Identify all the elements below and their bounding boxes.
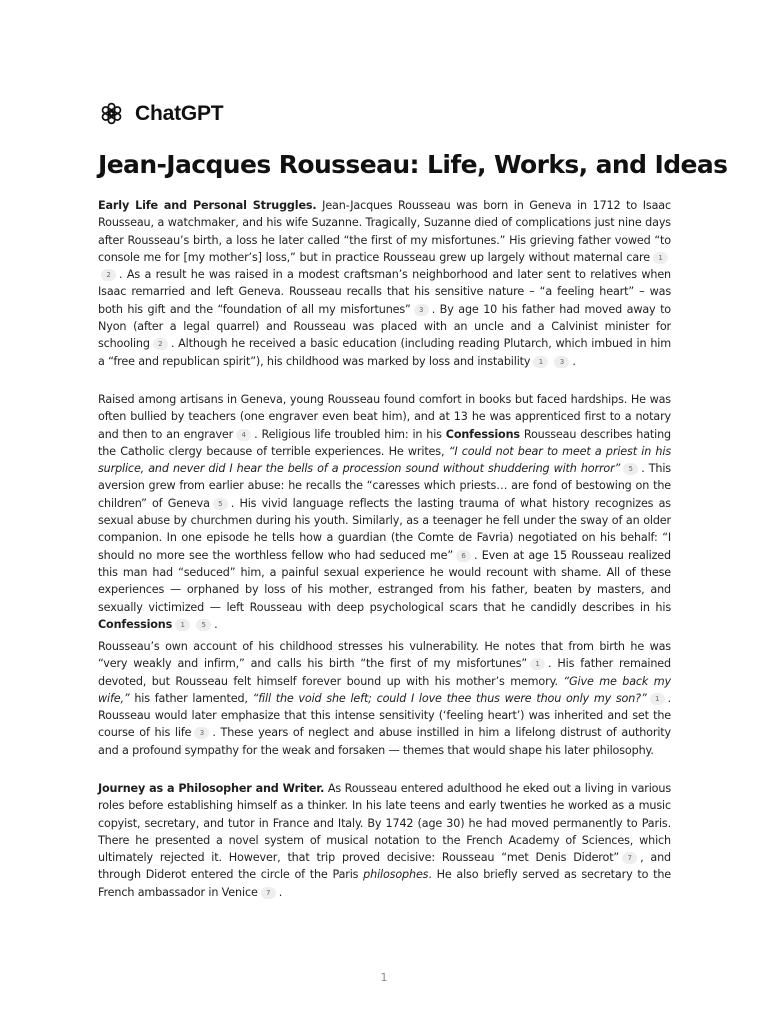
citation-badge[interactable]: 7: [261, 887, 276, 899]
bold-text: Confessions: [98, 617, 173, 631]
paragraph-early-life: [98, 197, 671, 370]
citation-badge[interactable]: 5: [623, 463, 638, 475]
citation-badge[interactable]: 3: [194, 727, 209, 739]
body-text: . His father remained devoted, but Rousseau felt himself forever bound up with his mother’s memory.: [98, 657, 671, 688]
paragraph-philosopher: [98, 780, 671, 901]
citation-badge[interactable]: 2: [101, 269, 116, 281]
body-text: . Rousseau would later emphasize that this intense sensitivity (‘feeling heart’) was inherited and set the course of his life: [98, 691, 671, 740]
paragraph-childhood-account: [98, 638, 671, 759]
body-text: .: [214, 617, 218, 631]
body-text: . Although he received a basic education (including reading Plutarch, which imbued in him a “free and republican spirit”), his childhood was marked by loss and instability: [98, 337, 671, 368]
body-text: Rousseau’s own account of his childhood stresses his vulnerability. He notes that from birth he was “very weakly and infirm,” and calls his birth “the first of my misfortunes”: [98, 640, 671, 671]
body-text: . Even at age 15 Rousseau realized this man had “seduced” him, a painful sexual experience he would recount with shame. All of these experiences — orphaned by loss of his mother, estranged from his father, beaten by masters, and sexually victimized — left Rousseau with deep psychological scars that he candidly describes in his: [98, 548, 671, 614]
bold-text: Journey as a Philosopher and Writer.: [98, 782, 325, 795]
citation-badge[interactable]: 7: [622, 852, 637, 864]
citation-badge[interactable]: 5: [213, 498, 228, 510]
brand-name: ChatGPT: [135, 101, 224, 125]
body-text: . As a result he was raised in a modest craftsman’s neighborhood and later sent to relatives when Isaac remarried and left Geneva. Rousseau recalls that his sensitive nature – “a feeling heart” – was both his gift and the “foundation of all my misfortunes”: [98, 268, 671, 316]
body-text: Raised among artisans in Geneva, young Rousseau found comfort in books but faced hardships. He was often bullied by teachers (one engraver even beat him), and at 13 he was apprenticed first to a notary and then to an engraver: [98, 393, 671, 441]
body-text: Rousseau describes hating the Catholic clergy because of terrible experiences. He writes,: [98, 427, 672, 458]
italic-text: “fill the void she left; could I love thee thus were thou only my son?”: [252, 691, 647, 705]
document-title: Jean-Jacques Rousseau: Life, Works, and Ideas: [98, 150, 728, 179]
citation-badge[interactable]: 1: [175, 619, 190, 631]
body-text: . Religious life troubled him: in his: [254, 427, 446, 441]
body-text: his father lamented,: [129, 691, 253, 705]
citation-badge[interactable]: 1: [530, 658, 545, 670]
italic-text: “Give me back my wife,”: [98, 674, 671, 705]
citation-badge[interactable]: 1: [533, 356, 548, 368]
body-text: . He also briefly served as secretary to the French ambassador in Venice: [98, 868, 671, 899]
citation-badge[interactable]: 1: [653, 252, 668, 264]
body-text: Jean-Jacques Rousseau was born in Geneva in 1712 to Isaac Rousseau, a watchmaker, and his wife Suzanne. Tragically, Suzanne died of complications just nine days after Rousseau’s birth, a loss he later called “the first of my misfortunes.” His grieving father vowed “to console me for [my mother’s] loss,” but in practice Rousseau grew up largely without maternal care: [98, 199, 671, 264]
body-text: . His vivid language reflects the lasting trauma of what history recognizes as sexual abuse by churchmen during his youth. Similarly, as a teenager he fell under the sway of an older companion. In one episode he tells how a guardian (the Comte de Favria) negotiated on his behalf: “I should no more see the worthless fellow who had seduced me”: [98, 496, 671, 562]
citation-badge[interactable]: 5: [196, 619, 211, 631]
citation-badge[interactable]: 3: [554, 356, 569, 368]
paragraph-artisans: [98, 391, 671, 633]
citation-badge[interactable]: 6: [456, 550, 471, 562]
body-text: , and through Diderot entered the circle of the Paris: [98, 851, 671, 882]
body-text: . This aversion grew from earlier abuse: he recalls the “caresses which priests… are fond of bestowing on the children” of Geneva: [98, 462, 671, 510]
brand-header: [98, 100, 223, 127]
citation-badge[interactable]: 3: [414, 304, 429, 316]
citation-badge[interactable]: 1: [650, 693, 665, 705]
italic-text: philosophes: [363, 868, 429, 882]
body-text: .: [278, 885, 283, 899]
bold-text: Confessions: [445, 427, 520, 441]
body-text: . By age 10 his father had moved away to Nyon (after a legal quarrel) and Rousseau was placed with an uncle and a Calvinist minister for schooling: [98, 302, 672, 351]
body-text: .: [572, 354, 576, 368]
page-number: 1: [380, 971, 388, 984]
body-text: As Rousseau entered adulthood he eked out a living in various roles before establishing himself as a thinker. In his late teens and early twenties he worked as a music copyist, secretary, and tutor in France and Italy. By 1742 (age 30) he had moved permanently to Paris. There he presented a novel system of musical notation to the French Academy of Sciences, which ultimately rejected it. However, that trip proved decisive: Rousseau “met Denis Diderot”: [98, 782, 671, 865]
openai-logo-icon: [98, 100, 125, 127]
body-text: . These years of neglect and abuse instilled in him a lifelong distrust of authority and a profound sympathy for the weak and forsaken — themes that would shape his later philosophy.: [98, 726, 671, 757]
citation-badge[interactable]: 4: [236, 429, 251, 441]
bold-text: Early Life and Personal Struggles.: [98, 199, 317, 212]
italic-text: “I could not bear to meet a priest in his surplice, and never did I hear the bells of a procession sound without shuddering with horror”: [98, 444, 672, 476]
citation-badge[interactable]: 2: [153, 338, 168, 350]
